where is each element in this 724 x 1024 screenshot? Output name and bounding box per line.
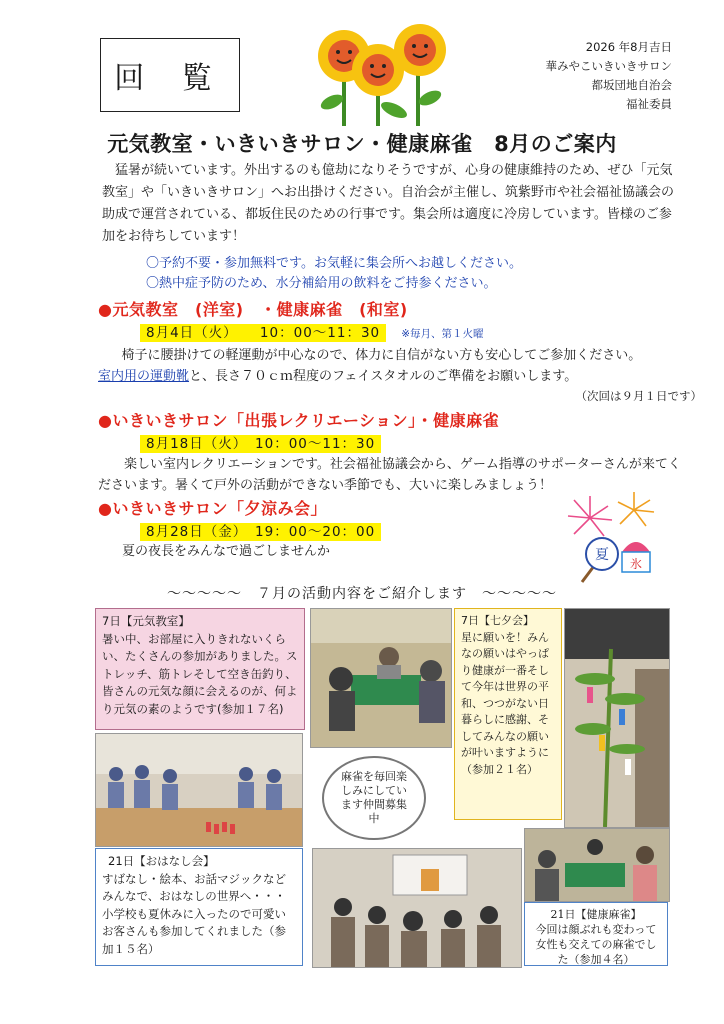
- report-tanabata-title: 7日【七夕会】: [461, 614, 534, 627]
- photo-genki: [95, 733, 303, 847]
- report-mahjong-box: [524, 902, 668, 966]
- event1-note: ※毎月、第１火曜: [401, 328, 484, 340]
- header-date: 2026 年8月吉日: [585, 40, 672, 54]
- event3-date-row: [140, 520, 381, 540]
- uchiwa-fan-icon: [582, 538, 618, 582]
- event1-next: （次回は９月１日です）: [575, 389, 702, 403]
- report-tanabata-box: [454, 608, 562, 820]
- report-genki-text: 暑い中、お部屋に入りきれないくらい、たくさんの参加がありました。ストレッチ、筋トレそして空き缶釣り、皆さんの元気な顔に会えるのが、何より元気の素のようです(参加１７名): [102, 631, 298, 716]
- event1-date-row: [140, 321, 484, 341]
- note-free: 〇予約不要・参加無料です。お気軽に集会所へお越しください。: [146, 256, 522, 271]
- photo-tanabata: [564, 608, 670, 828]
- kairan-box: [100, 38, 240, 112]
- intro-text: 猛暑が続いています。外出するのも億劫になりそうですが、心身の健康維持のため、ぜひ「元気教室」や「いきいきサロン」へお出掛けください。自治会が主催し、筑紫野市や社会福祉協議会の助成で運営されている、都坂住民のための行事です。集会所は適度に冷房しています。皆様のご参加をお待ちしています！: [102, 163, 675, 244]
- event2-desc: 楽しい室内レクリエーションです。社会福祉協議会から、ゲーム指導のサポーターさんが来てくださいます。暑くて戸外の活動ができない季節でも、大いに楽しみましょう！: [98, 457, 681, 493]
- page-title: 元気教室・いきいきサロン・健康麻雀 8月のご案内: [107, 132, 617, 156]
- report-tanabata-text: 星に願いを！みんなの願いはやっぱり健康が一番そして今年は世界の平和、つつがない日暮らしに感謝、そしてみんなの願いが叶いますように（参加２１名）: [461, 630, 549, 776]
- shaved-ice-icon: [622, 542, 650, 572]
- summer-decoration-illustration: [560, 488, 670, 584]
- header-info: [546, 38, 673, 114]
- july-activities-divider: 〜〜〜〜〜 ７月の活動内容をご紹介します 〜〜〜〜〜: [167, 586, 557, 602]
- report-ohanashi-title: 21日【おはなし会】: [108, 854, 215, 868]
- sunflower-illustration: [298, 18, 458, 126]
- summer-sign: 夏: [595, 547, 609, 563]
- header-org-salon: 華みやこいきいきサロン: [545, 59, 672, 73]
- firework-icon: [568, 496, 612, 536]
- photo-ohanashi: [312, 848, 522, 968]
- firework-icon-2: [618, 492, 654, 526]
- photo-mahjong-1: [310, 608, 452, 748]
- event2-heading: ●いきいきサロン「出張レクリエーション」・健康麻雀: [98, 411, 500, 430]
- event3-date: 8月28日（金） 19：00〜20：00: [140, 523, 381, 541]
- event1-desc1: 椅子に腰掛けての軽運動が中心なので、体力に自信がない方も安心してご参加ください。: [121, 348, 642, 363]
- report-ohanashi-text: すばなし・絵本、お話マジックなどみんなで、おはなしの世界へ・・・小学校も夏休みに入ったので可愛いお客さんも参加してくれました（参加１５名）: [102, 871, 286, 956]
- event3-desc: 夏の夜長をみんなで過ごしませんか: [122, 544, 331, 559]
- event2-date: 8月18日（火） 10：00〜11：30: [140, 435, 381, 453]
- mahjong-bubble: [322, 756, 426, 840]
- bubble-text: 麻雀を毎回楽しみにしています仲間募集中: [341, 770, 407, 825]
- event2-date-row: [140, 432, 381, 452]
- note-drink: 〇熱中症予防のため、水分補給用の飲料をご持参ください。: [146, 276, 497, 291]
- event1-desc2-rest: と、長さ７０ｃｍ程度のフェイスタオルのご準備をお願いします。: [189, 369, 578, 384]
- photo-mahjong-2: [524, 828, 670, 902]
- report-genki-box: [95, 608, 305, 730]
- report-ohanashi-box: [95, 848, 303, 966]
- header-org-fukushi: 福祉委員: [626, 97, 672, 111]
- event3-heading: ●いきいきサロン「夕涼み会」: [98, 499, 327, 518]
- intro-section: [102, 160, 682, 248]
- report-mahjong-text: 今回は顔ぶれも変わって女性も交えての麻雀でした（参加４名）: [535, 923, 657, 966]
- event1-date: 8月4日（火） 10：00〜11：30: [140, 324, 386, 342]
- event1-desc2: [98, 366, 692, 387]
- report-mahjong-title: 21日【健康麻雀】: [550, 908, 642, 921]
- ice-sign: 氷: [629, 557, 643, 571]
- kairan-label: 回 覧: [114, 61, 226, 96]
- event1-shoes-link: 室内用の運動靴: [98, 369, 190, 384]
- sunflower-right: [394, 24, 446, 76]
- event1-heading: ●元気教室 (洋室) ・健康麻雀 (和室): [98, 300, 408, 319]
- report-genki-title: 7日【元気教室】: [102, 614, 190, 628]
- header-org-jichikai: 都坂団地自治会: [591, 78, 672, 92]
